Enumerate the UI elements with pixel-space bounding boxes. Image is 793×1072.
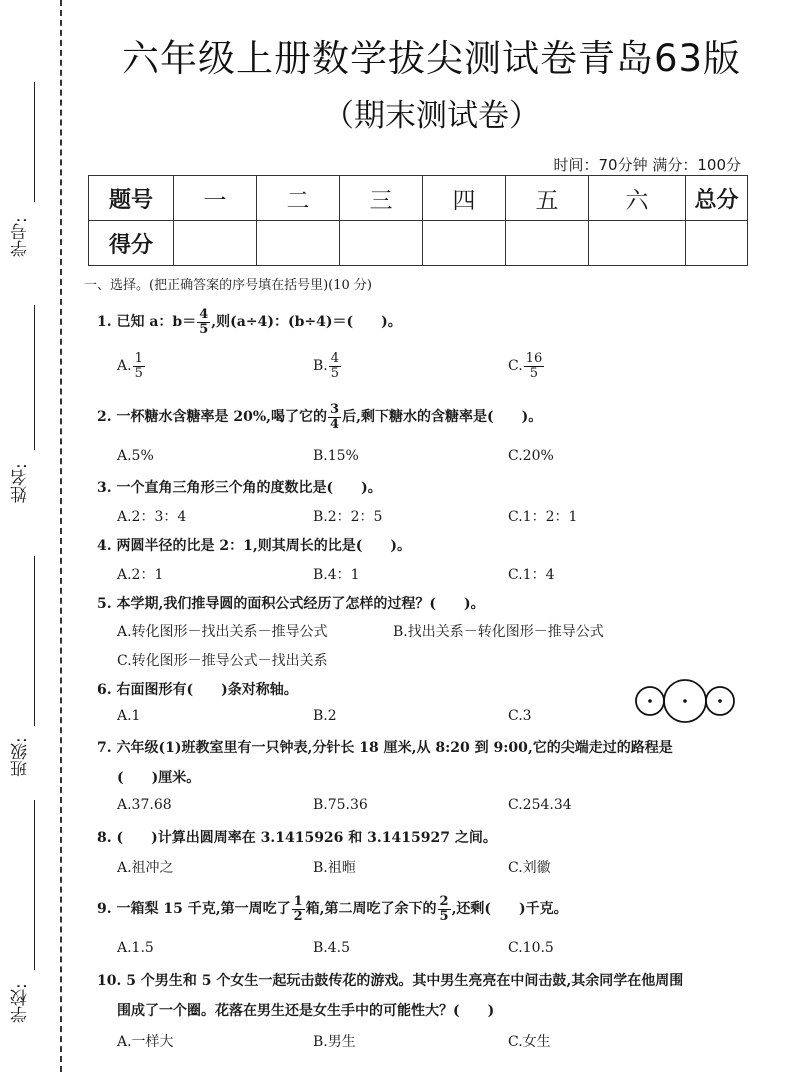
fraction-numerator: 1 [134, 351, 143, 366]
question-5: 5. 本学期,我们推导圆的面积公式经历了怎样的过程？( )。 [97, 596, 485, 612]
option-c[interactable]: C.转化图形－推导公式－找出关系 [117, 653, 328, 669]
table-cell: 六 [589, 176, 686, 221]
option-label: C. [508, 358, 523, 375]
score-table-score-row [89, 221, 748, 266]
question-8: 8. ( )计算出圆周率在 3.1415926 和 3.1415927 之间。 [97, 830, 497, 846]
class-line [34, 556, 35, 726]
option-a[interactable]: A.1.5 [117, 940, 154, 956]
fraction [524, 352, 545, 380]
middle-circle-center [683, 699, 687, 703]
option-c[interactable]: C.女生 [508, 1034, 551, 1050]
question-text: ,还剩( )千克。 [451, 901, 568, 918]
question-9 [97, 895, 568, 923]
option-b[interactable]: B.找出关系－转化图形－推导公式 [393, 624, 604, 640]
option-b[interactable]: B.4.5 [313, 940, 351, 956]
fraction-denominator: 5 [199, 321, 209, 337]
option-label: B. [313, 358, 328, 375]
question-3: 3. 一个直角三角形三个角的度数比是( )。 [97, 480, 382, 496]
fraction-denominator: 5 [330, 365, 340, 381]
question-6: 6. 右面图形有( )条对称轴。 [97, 682, 298, 698]
option-a[interactable]: A.祖冲之 [117, 860, 174, 876]
score-cell[interactable] [174, 221, 257, 266]
fraction-numerator: 4 [330, 351, 340, 366]
class-label: 班级: [11, 737, 31, 777]
option-c[interactable]: C.10.5 [508, 940, 554, 956]
score-table [88, 175, 748, 266]
option-b[interactable]: B.男生 [313, 1034, 356, 1050]
question-text: ,则(a÷4)：(b÷4)＝( )。 [211, 314, 402, 331]
score-cell[interactable] [589, 221, 686, 266]
option-a[interactable]: A.2：3：4 [117, 509, 187, 525]
fraction-numerator: 1 [293, 894, 303, 909]
question-7: 7. 六年级(1)班教室里有一只钟表,分针长 18 厘米,从 8:20 到 9:00,它的尖端走过的路程是 [97, 740, 673, 756]
fraction-numerator: 4 [199, 307, 209, 322]
student-id-label: 学号: [11, 217, 31, 257]
option-a[interactable]: A.2：1 [117, 567, 164, 583]
fraction [328, 403, 341, 431]
score-cell[interactable] [340, 221, 423, 266]
option-b[interactable]: B.15% [313, 448, 359, 464]
table-cell: 总分 [686, 176, 748, 221]
option-b[interactable]: B.祖暅 [313, 860, 356, 876]
left-circle-center [648, 699, 652, 703]
option-c[interactable]: C.20% [508, 448, 554, 464]
binding-dashed-line [60, 0, 62, 1072]
question-7-continued: ( )厘米。 [117, 770, 201, 786]
question-text: 箱,第二周吃了余下的 [305, 901, 437, 918]
school-label: 学校: [11, 983, 31, 1023]
option-a[interactable]: A.一样大 [117, 1034, 174, 1050]
option-c[interactable]: C.刘徽 [508, 860, 551, 876]
option-a[interactable]: A.转化图形－找出关系－推导公式 [117, 624, 328, 640]
question-1 [97, 308, 402, 336]
option-b[interactable]: B.2 [313, 708, 337, 724]
score-cell[interactable] [686, 221, 748, 266]
table-cell: 三 [340, 176, 423, 221]
score-cell[interactable] [257, 221, 340, 266]
question-text: 9. 一箱梨 15 千克,第一周吃了 [97, 901, 291, 918]
option-a[interactable]: A.5% [117, 448, 154, 464]
fraction-denominator: 4 [330, 416, 340, 432]
option-a[interactable] [117, 352, 146, 380]
table-cell: 五 [506, 176, 589, 221]
question-text: 2. 一杯糖水含糖率是 20%,喝了它的 [97, 409, 328, 426]
school-line [34, 800, 35, 970]
table-cell: 二 [257, 176, 340, 221]
question-2 [97, 403, 542, 431]
fraction [438, 895, 451, 923]
option-c[interactable]: C.3 [508, 708, 532, 724]
page-subtitle: （期末测试卷） [323, 98, 540, 134]
option-a[interactable]: A.37.68 [117, 797, 172, 813]
option-a[interactable]: A.1 [117, 708, 141, 724]
fraction-numerator: 2 [439, 894, 449, 909]
table-cell: 题号 [89, 176, 174, 221]
option-c[interactable]: C.1：4 [508, 567, 555, 583]
question-text: 后,剩下糖水的含糖率是( )。 [342, 409, 543, 426]
table-cell: 得分 [89, 221, 174, 266]
question-4: 4. 两圆半径的比是 2：1,则其周长的比是( )。 [97, 538, 411, 554]
option-c[interactable]: C.1：2：1 [508, 509, 578, 525]
score-table-header-row [89, 176, 748, 221]
section-heading: 一、选择。(把正确答案的序号填在括号里)(10 分) [84, 278, 372, 293]
score-cell[interactable] [506, 221, 589, 266]
fraction-denominator: 5 [439, 908, 449, 924]
fraction-denominator: 5 [134, 365, 143, 381]
table-cell: 一 [174, 176, 257, 221]
option-b[interactable]: B.4：1 [313, 567, 360, 583]
student-id-line [34, 82, 35, 202]
fraction [133, 352, 145, 380]
fraction [329, 352, 341, 380]
right-circle-center [718, 699, 722, 703]
page-title: 六年级上册数学拔尖测试卷青岛63版 [121, 37, 742, 80]
name-label: 姓名: [11, 463, 31, 503]
score-cell[interactable] [423, 221, 506, 266]
question-text: 1. 已知 a：b＝ [97, 314, 197, 331]
option-b[interactable]: B.2：2：5 [313, 509, 383, 525]
question-10: 10. 5 个男生和 5 个女生一起玩击鼓传花的游戏。其中男生亮亮在中间击鼓,其余同学在他周围 [97, 973, 684, 989]
option-c[interactable]: C.254.34 [508, 797, 572, 813]
three-circles-figure [634, 678, 738, 724]
question-10-continued: 围成了一个圈。花落在男生还是女生手中的可能性大？( ) [117, 1003, 495, 1019]
option-label: A. [117, 358, 132, 375]
fraction-numerator: 3 [330, 402, 340, 417]
option-c[interactable] [508, 352, 545, 380]
fraction-denominator: 5 [529, 365, 539, 381]
name-line [34, 305, 35, 450]
fraction [292, 895, 305, 923]
fraction-denominator: 2 [293, 908, 303, 924]
option-b[interactable]: B.75.36 [313, 797, 368, 813]
table-cell: 四 [423, 176, 506, 221]
option-b[interactable] [313, 352, 342, 380]
fraction-numerator: 16 [525, 351, 543, 366]
time-info: 时间：70分钟 满分：100分 [553, 156, 741, 174]
fraction [197, 308, 210, 336]
